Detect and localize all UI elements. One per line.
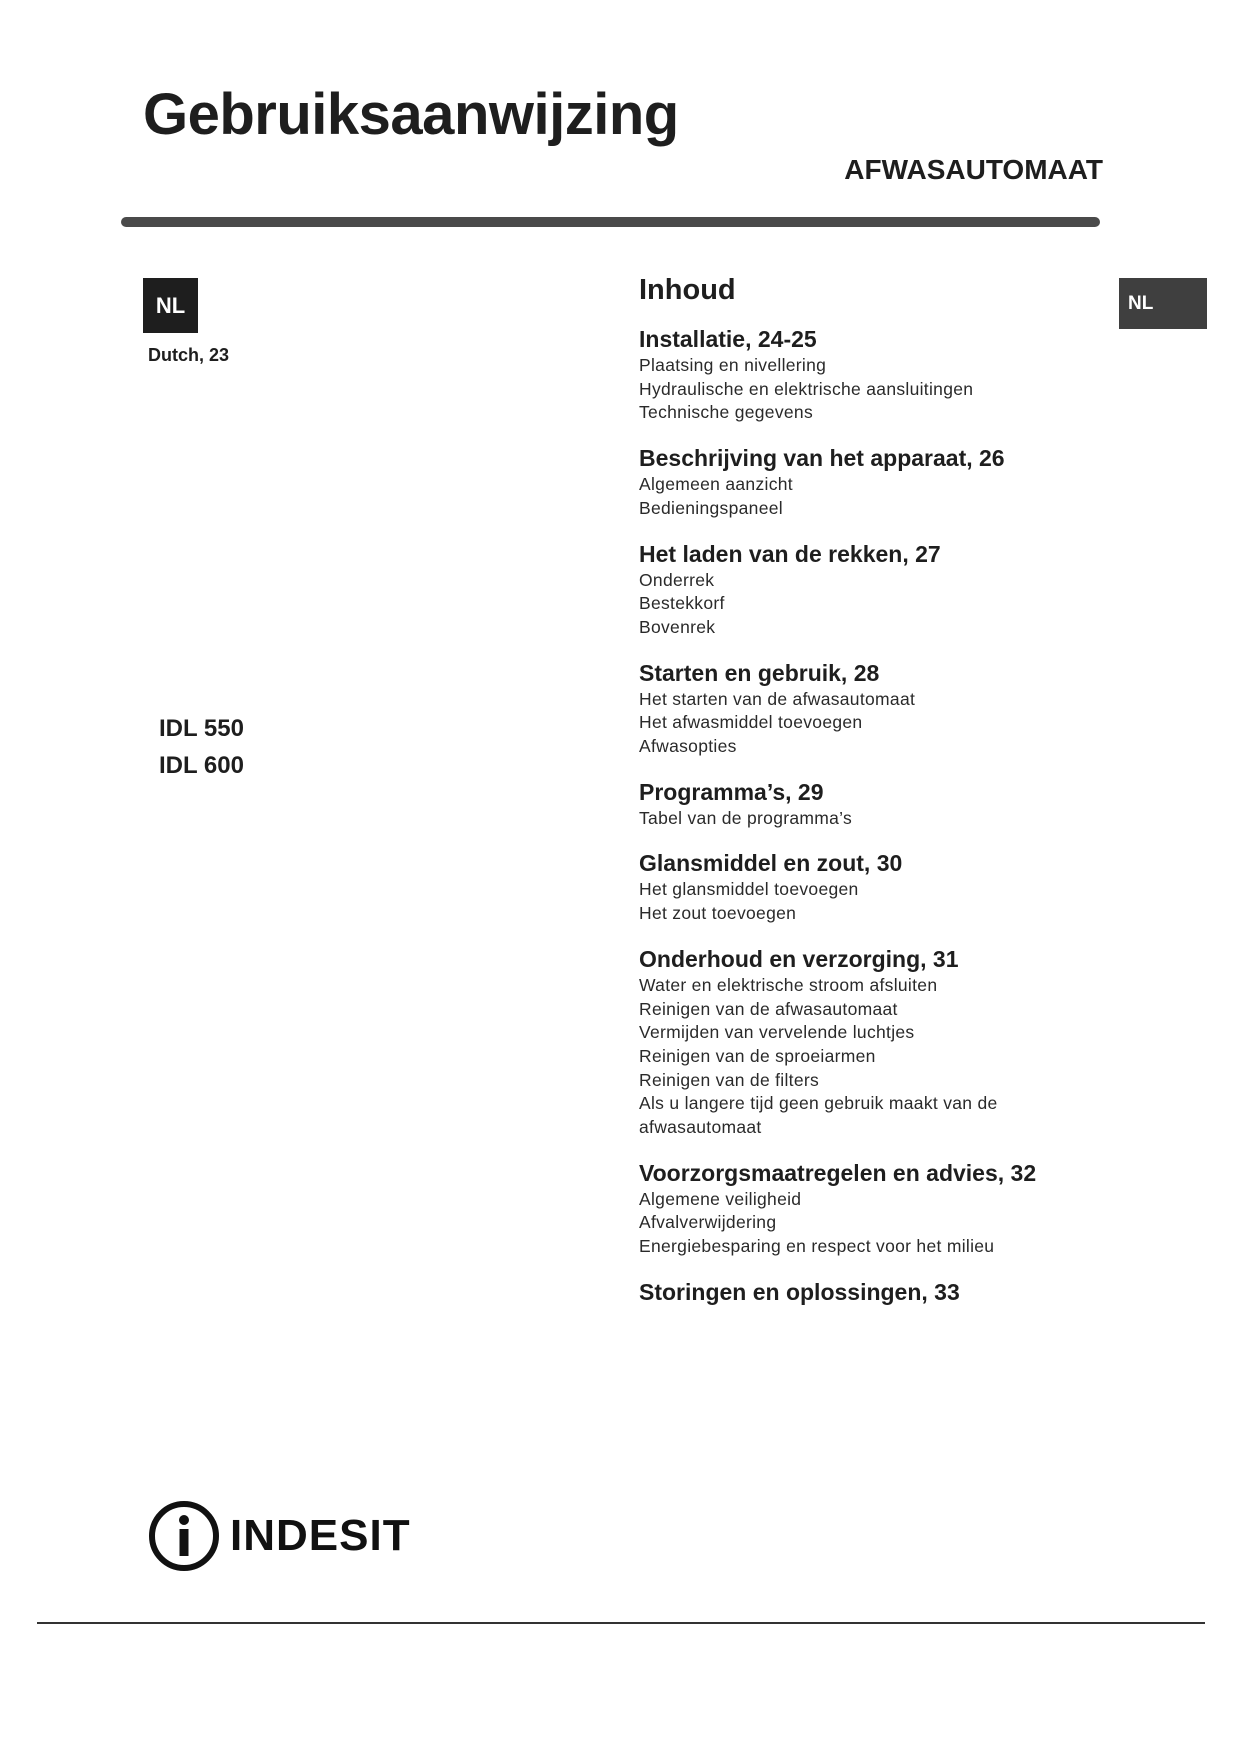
table-of-contents bbox=[639, 276, 1109, 1325]
toc-subitem: Het afwasmiddel toevoegen bbox=[639, 712, 863, 733]
toc-subitem: Tabel van de programma’s bbox=[639, 807, 853, 828]
toc-subitem: Energiebesparing en respect voor het milieu bbox=[639, 1236, 995, 1257]
toc-section-title: Glansmiddel en zout, 30 bbox=[639, 850, 903, 877]
toc-subitem: Algemene veiligheid bbox=[639, 1188, 802, 1209]
language-tab: NL bbox=[1119, 278, 1207, 329]
toc-section-title: Voorzorgsmaatregelen en advies, 32 bbox=[639, 1159, 1037, 1186]
toc-subitem: Bedieningspaneel bbox=[639, 497, 783, 518]
document-title: Gebruiksaanwijzing bbox=[143, 82, 679, 147]
toc-sections bbox=[639, 325, 1109, 1306]
toc-section-title: Programma’s, 29 bbox=[639, 778, 824, 805]
toc-subitem: Afvalverwijdering bbox=[639, 1212, 777, 1233]
model-name: IDL 550 bbox=[159, 715, 244, 742]
toc-subitem: Het starten van de afwasautomaat bbox=[639, 688, 916, 709]
toc-subitem: Het glansmiddel toevoegen bbox=[639, 879, 859, 900]
toc-subitem: Onderrek bbox=[639, 569, 715, 590]
toc-section bbox=[639, 325, 1109, 425]
toc-section bbox=[639, 540, 1109, 640]
language-badge: NL bbox=[143, 278, 198, 333]
toc-section-title: Het laden van de rekken, 27 bbox=[639, 540, 941, 567]
toc-section-title: Installatie, 24-25 bbox=[639, 326, 817, 352]
toc-subitem: Bovenrek bbox=[639, 616, 716, 637]
toc-section-title: Onderhoud en verzorging, 31 bbox=[639, 945, 959, 972]
toc-subitem: afwasautomaat bbox=[639, 1117, 762, 1138]
toc-subitem: Plaatsing en nivellering bbox=[639, 355, 827, 375]
indesit-logo-icon bbox=[148, 1500, 220, 1572]
toc-subitem: Afwasopties bbox=[639, 736, 737, 757]
model-list bbox=[159, 710, 244, 784]
product-type: AFWASAUTOMAAT bbox=[844, 154, 1103, 185]
language-caption: Dutch, 23 bbox=[148, 345, 230, 365]
brand-name: INDESIT bbox=[230, 1511, 411, 1560]
toc-heading: Inhoud bbox=[639, 274, 736, 306]
toc-subitem: Hydraulische en elektrische aansluitingen bbox=[639, 378, 974, 399]
toc-section bbox=[639, 778, 1109, 831]
toc-subitem: Water en elektrische stroom afsluiten bbox=[639, 974, 938, 995]
toc-subitem: Vermijden van vervelende luchtjes bbox=[639, 1022, 915, 1043]
model-name: IDL 600 bbox=[159, 752, 244, 779]
header-divider bbox=[121, 217, 1100, 227]
toc-section bbox=[639, 659, 1109, 759]
toc-subitem: Reinigen van de sproeiarmen bbox=[639, 1045, 876, 1066]
toc-subitem: Het zout toevoegen bbox=[639, 903, 797, 924]
toc-section-title: Starten en gebruik, 28 bbox=[639, 659, 880, 686]
toc-section bbox=[639, 945, 1109, 1140]
brand-logo bbox=[148, 1500, 411, 1572]
toc-section-title: Storingen en oplossingen, 33 bbox=[639, 1278, 960, 1305]
toc-subitem: Als u langere tijd geen gebruik maakt van de bbox=[639, 1093, 998, 1114]
toc-section bbox=[639, 444, 1109, 520]
toc-subitem: Bestekkorf bbox=[639, 593, 725, 614]
toc-section bbox=[639, 1278, 1109, 1306]
toc-subitem: Technische gegevens bbox=[639, 402, 814, 423]
toc-subitem: Algemeen aanzicht bbox=[639, 474, 793, 495]
footer-divider bbox=[37, 1622, 1205, 1624]
toc-section-title: Beschrijving van het apparaat, 26 bbox=[639, 445, 1005, 472]
toc-section bbox=[639, 849, 1109, 925]
toc-section bbox=[639, 1159, 1109, 1259]
toc-subitem: Reinigen van de afwasautomaat bbox=[639, 998, 898, 1019]
toc-subitem: Reinigen van de filters bbox=[639, 1069, 820, 1090]
